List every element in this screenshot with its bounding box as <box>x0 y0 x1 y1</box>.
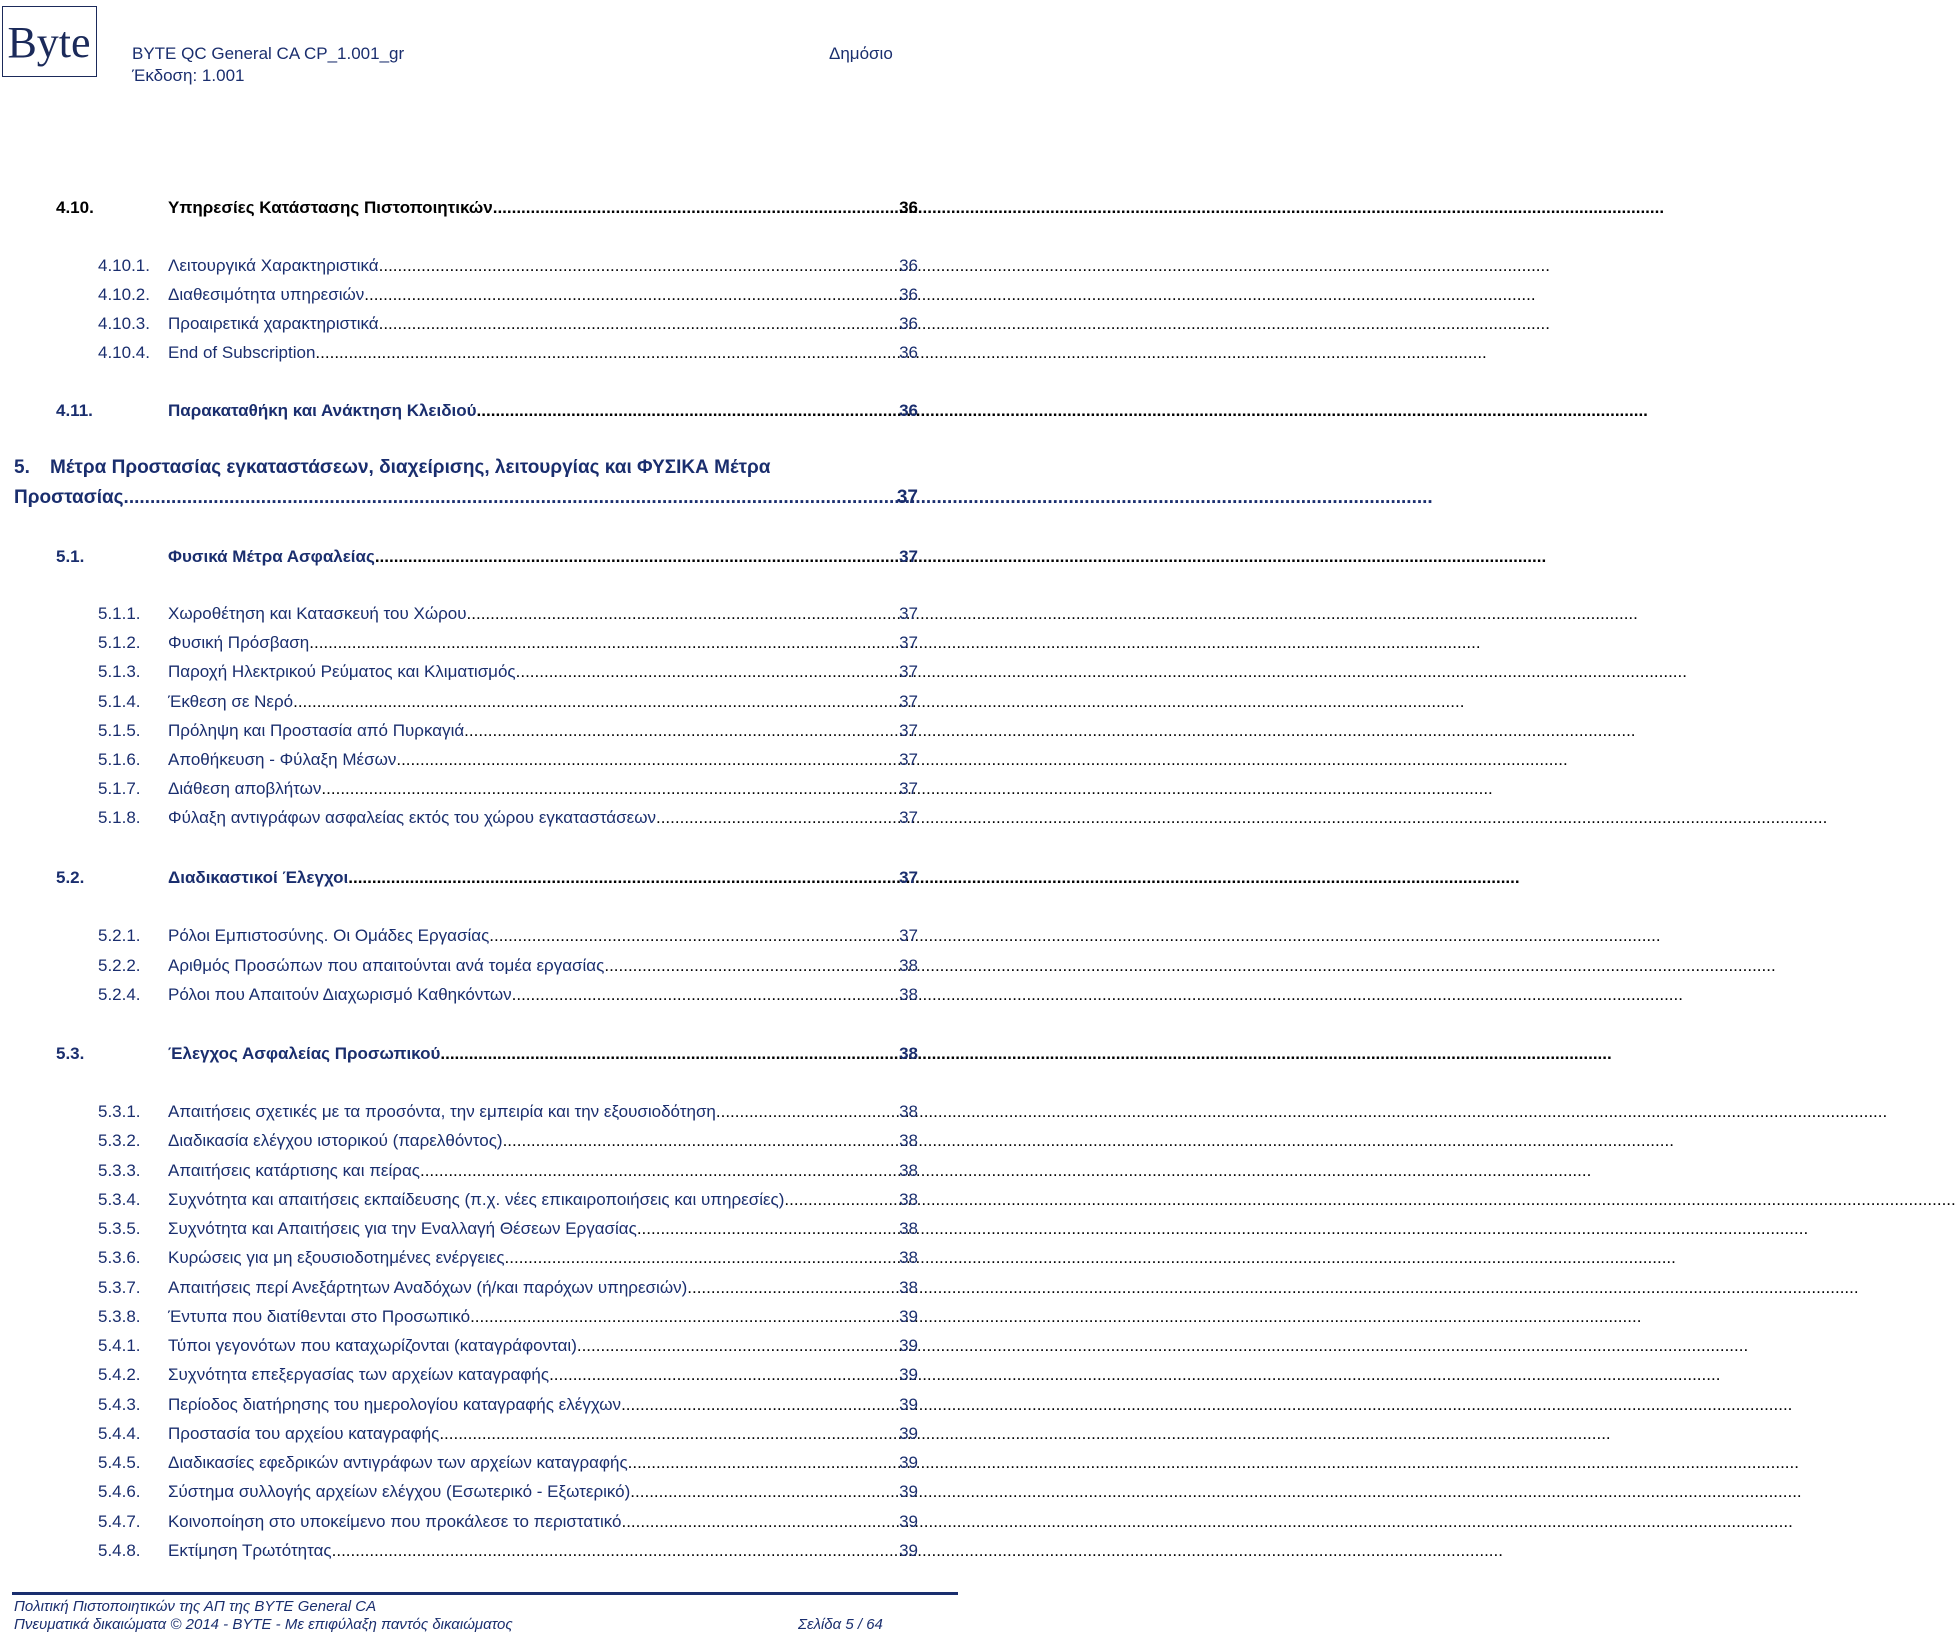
footer-divider <box>12 1592 958 1595</box>
document-version: Έκδοση: 1.001 <box>132 66 245 85</box>
toc-leader-dots <box>309 631 897 655</box>
toc-title-line1: Μέτρα Προστασίας εγκαταστάσεων, διαχείρισης, λειτουργίας και ΦΥΣΙΚΑ Μέτρα <box>50 457 771 478</box>
toc-page: 39 <box>899 1424 918 1443</box>
toc-number: 5.3.1. <box>98 1102 141 1121</box>
toc-number: 5.1.6. <box>98 750 141 769</box>
toc-number: 4.11. <box>56 401 93 420</box>
footer-policy-title: Πολιτική Πιστοποιητικών της ΑΠ της BYTE General CA <box>14 1598 377 1615</box>
toc-number: 5.4.6. <box>98 1482 141 1501</box>
toc-number: 5.1.2. <box>98 633 141 652</box>
toc-leader-dots <box>348 866 897 890</box>
toc-number: 5.2. <box>56 868 85 887</box>
toc-number: 5.3.4. <box>98 1190 141 1209</box>
toc-title: Χωροθέτηση και Κατασκευή του Χώρου <box>168 604 467 623</box>
toc-page: 37 <box>899 750 918 769</box>
toc-title: Φυσική Πρόσβαση <box>168 633 310 652</box>
toc-page: 37 <box>899 779 918 798</box>
toc-leader-dots <box>440 1042 897 1066</box>
toc-title: Προστασία του αρχείου καταγραφής <box>168 1424 440 1443</box>
toc-entry[interactable] <box>98 1129 918 1153</box>
toc-entry[interactable] <box>98 1480 918 1504</box>
toc-entry[interactable] <box>98 283 918 307</box>
toc-title: Διαδικασίες εφεδρικών αντιγράφων των αρχείων καταγραφής <box>168 1453 628 1472</box>
toc-leader-dots <box>332 1539 897 1563</box>
toc-leader-dots <box>604 954 897 978</box>
toc-entry-chapter[interactable] <box>14 454 918 508</box>
toc-number: 5.3.5. <box>98 1219 141 1238</box>
footer-copyright: Πνευματικά δικαιώματα © 2014 - BYTE - Με επιφύλαξη παντός δικαιώματος <box>14 1616 513 1633</box>
toc-number: 5.3. <box>56 1044 85 1063</box>
toc-entry[interactable] <box>98 954 918 978</box>
toc-number: 5.3.6. <box>98 1248 141 1267</box>
toc-leader-dots <box>505 1246 898 1270</box>
toc-entry[interactable] <box>98 1539 918 1563</box>
toc-entry[interactable] <box>98 690 918 714</box>
toc-page: 36 <box>899 198 918 217</box>
toc-chapter-line2 <box>14 484 918 512</box>
toc-number: 5.3.7. <box>98 1278 141 1297</box>
toc-page: 38 <box>899 1219 918 1238</box>
toc-number: 4.10.3. <box>98 314 150 333</box>
page-footer <box>0 1588 960 1637</box>
toc-leader-dots <box>716 1100 897 1124</box>
toc-number: 5.2.4. <box>98 985 141 1004</box>
toc-entry[interactable] <box>98 1305 918 1329</box>
page-header <box>0 0 960 100</box>
toc-title: Υπηρεσίες Κατάστασης Πιστοποιητικών <box>168 198 493 217</box>
toc-title: Αποθήκευση - Φύλαξη Μέσων <box>168 750 397 769</box>
toc-entry[interactable] <box>98 1276 918 1300</box>
document-classification: Δημόσιο <box>829 44 893 63</box>
toc-entry[interactable] <box>56 399 918 423</box>
toc-title: Κυρώσεις για μη εξουσιοδοτημένες ενέργειες <box>168 1248 505 1267</box>
toc-leader-dots <box>375 545 897 569</box>
toc-entry[interactable] <box>98 631 918 655</box>
toc-page: 39 <box>899 1453 918 1472</box>
toc-entry[interactable] <box>98 1334 918 1358</box>
toc-number: 5.4.8. <box>98 1541 141 1560</box>
toc-number: 5.3.2. <box>98 1131 141 1150</box>
toc-page: 39 <box>899 1482 918 1501</box>
byte-logo-mark <box>3 7 96 76</box>
toc-page: 38 <box>899 1278 918 1297</box>
toc-leader-dots <box>420 1159 897 1183</box>
toc-title: Φύλαξη αντιγράφων ασφαλείας εκτός του χώρου εγκαταστάσεων <box>168 808 656 827</box>
toc-number: 5.2.1. <box>98 926 141 945</box>
toc-number: 5.4.3. <box>98 1395 141 1414</box>
toc-number: 5.1.3. <box>98 662 141 681</box>
toc-title: Διαδικαστικοί Έλεγχοι <box>168 868 349 887</box>
toc-entry[interactable] <box>98 1100 918 1124</box>
toc-page: 37 <box>899 547 918 566</box>
toc-entry[interactable] <box>98 777 918 801</box>
toc-entry[interactable] <box>98 1217 918 1241</box>
toc-page: 37 <box>899 721 918 740</box>
toc-title: Κοινοποίηση στο υποκείμενο που προκάλεσε το περιστατικό <box>168 1512 622 1531</box>
toc-page: 36 <box>899 256 918 275</box>
toc-title: Έκθεση σε Νερό <box>168 692 294 711</box>
toc-entry[interactable] <box>98 1363 918 1387</box>
toc-number: 5.1.1. <box>98 604 141 623</box>
toc-page: 36 <box>899 343 918 362</box>
toc-page: 39 <box>899 1512 918 1531</box>
toc-number: 5.4.7. <box>98 1512 141 1531</box>
toc-page: 38 <box>899 1044 918 1063</box>
toc-leader-dots <box>464 719 897 743</box>
toc-leader-dots <box>503 1129 898 1153</box>
toc-leader-dots <box>470 1305 897 1329</box>
toc-title: Έντυπα που διατίθενται στο Προσωπικό <box>168 1307 471 1326</box>
toc-title: Εκτίμηση Τρωτότητας <box>168 1541 332 1560</box>
toc-title-line2: Προστασίας <box>14 487 124 508</box>
toc-leader-dots <box>477 399 898 423</box>
toc-title: Αριθμός Προσώπων που απαιτούνται ανά τομέα εργασίας <box>168 956 605 975</box>
toc-entry[interactable] <box>98 312 918 336</box>
toc-page: 38 <box>899 985 918 1004</box>
toc-page: 39 <box>899 1307 918 1326</box>
toc-number: 5.4.2. <box>98 1365 141 1384</box>
toc-entry[interactable] <box>98 1159 918 1183</box>
toc-leader-dots <box>630 1480 897 1504</box>
toc-number: 5.3.3. <box>98 1161 141 1180</box>
toc-entry[interactable] <box>98 341 918 365</box>
toc-page: 38 <box>899 1161 918 1180</box>
toc-page: 37 <box>899 633 918 652</box>
toc-page: 38 <box>899 1190 918 1209</box>
toc-title: Πρόληψη και Προστασία από Πυρκαγιά <box>168 721 465 740</box>
toc-leader-dots <box>396 748 897 772</box>
toc-leader-dots <box>687 1276 897 1300</box>
toc-title: Διαθεσιμότητα υπηρεσιών <box>168 285 365 304</box>
toc-leader-dots <box>784 1188 897 1212</box>
byte-logo <box>2 6 97 77</box>
toc-leader-dots <box>293 690 897 714</box>
toc-title: Συχνότητα και Απαιτήσεις για την Εναλλαγή Θέσεων Εργασίας <box>168 1219 637 1238</box>
toc-number: 5. <box>14 457 30 478</box>
toc-page: 37 <box>899 604 918 623</box>
toc-page: 38 <box>899 1248 918 1267</box>
toc-entry[interactable] <box>98 924 918 948</box>
toc-number: 5.1.5. <box>98 721 141 740</box>
toc-leader-dots <box>467 602 898 626</box>
toc-title: Παρακαταθήκη και Ανάκτηση Κλειδιού <box>168 401 477 420</box>
toc-title: Έλεγχος Ασφαλείας Προσωπικού <box>168 1044 441 1063</box>
toc-number: 5.1.7. <box>98 779 141 798</box>
toc-number: 4.10.2. <box>98 285 150 304</box>
toc-entry[interactable] <box>98 1188 918 1212</box>
toc-page: 37 <box>896 487 918 508</box>
document-title: BYTE QC General CA CP_1.001_gr <box>132 44 405 63</box>
toc-entry[interactable] <box>98 806 918 830</box>
toc-number: 5.4.4. <box>98 1424 141 1443</box>
toc-number: 5.1.8. <box>98 808 141 827</box>
toc-title: Συχνότητα επεξεργασίας των αρχείων καταγραφής <box>168 1365 550 1384</box>
toc-leader-dots <box>656 806 897 830</box>
toc-page: 38 <box>899 956 918 975</box>
toc-entry[interactable] <box>98 983 918 1007</box>
toc-entry[interactable] <box>98 1246 918 1270</box>
toc-page: 37 <box>899 868 918 887</box>
toc-number: 5.1. <box>56 547 85 566</box>
toc-page: 39 <box>899 1336 918 1355</box>
toc-page: 39 <box>899 1395 918 1414</box>
toc-leader-dots <box>577 1334 897 1358</box>
toc-entry[interactable] <box>98 719 918 743</box>
toc-page: 38 <box>899 1102 918 1121</box>
logo-text: Byte <box>7 18 91 67</box>
toc-leader-dots <box>549 1363 897 1387</box>
toc-leader-dots <box>379 312 897 336</box>
toc-page: 37 <box>899 662 918 681</box>
toc-number: 4.10.1. <box>98 256 150 275</box>
toc-title: Προαιρετικά χαρακτηριστικά <box>168 314 379 333</box>
toc-page: 37 <box>899 692 918 711</box>
toc-leader-dots <box>321 777 897 801</box>
toc-title: Λειτουργικά Χαρακτηριστικά <box>168 256 379 275</box>
toc-leader-dots <box>628 1451 897 1475</box>
toc-entry[interactable] <box>98 1510 918 1534</box>
toc-entry[interactable] <box>98 1451 918 1475</box>
toc-title: Ρόλοι που Απαιτούν Διαχωρισμό Καθηκόντων <box>168 985 512 1004</box>
toc-number: 4.10. <box>56 198 94 217</box>
toc-entry[interactable] <box>56 196 918 220</box>
footer-page-number: Σελίδα 5 / 64 <box>798 1616 883 1633</box>
toc-entry[interactable] <box>98 1422 918 1446</box>
toc-number: 5.4.1. <box>98 1336 141 1355</box>
toc-page: 36 <box>899 285 918 304</box>
toc-number: 5.3.8. <box>98 1307 141 1326</box>
toc-chapter-line1 <box>14 454 918 482</box>
toc-leader-dots <box>315 341 897 365</box>
toc-leader-dots <box>489 924 897 948</box>
toc-leader-dots <box>124 484 895 512</box>
toc-entry[interactable] <box>98 1393 918 1417</box>
toc-title: Συχνότητα και απαιτήσεις εκπαίδευσης (π.χ. νέες επικαιροποιήσεις και υπηρεσίες) <box>168 1190 785 1209</box>
toc-page: 38 <box>899 1131 918 1150</box>
toc-page: 36 <box>899 401 918 420</box>
toc-page: 37 <box>899 926 918 945</box>
toc-entry[interactable] <box>56 866 918 890</box>
toc-number: 4.10.4. <box>98 343 150 362</box>
toc-number: 5.1.4. <box>98 692 141 711</box>
toc-entry[interactable] <box>56 1042 918 1066</box>
toc-leader-dots <box>621 1510 897 1534</box>
toc-leader-dots <box>512 983 897 1007</box>
toc-leader-dots <box>493 196 897 220</box>
toc-page: 36 <box>899 314 918 333</box>
toc-page: 39 <box>899 1365 918 1384</box>
toc-entry[interactable] <box>98 254 918 278</box>
toc-title: Φυσικά Μέτρα Ασφαλείας <box>168 547 375 566</box>
toc-title: Διαδικασία ελέγχου ιστορικού (παρελθόντος) <box>168 1131 503 1150</box>
toc-leader-dots <box>364 283 897 307</box>
toc-entry[interactable] <box>98 748 918 772</box>
toc-number: 5.4.5. <box>98 1453 141 1472</box>
toc-title: Διάθεση αποβλήτων <box>168 779 322 798</box>
toc-title: Ρόλοι Εμπιστοσύνης. Οι Ομάδες Εργασίας <box>168 926 490 945</box>
toc-title: End of Subscription <box>168 343 316 362</box>
toc-entry[interactable] <box>98 602 918 626</box>
toc-leader-dots <box>637 1217 897 1241</box>
toc-page: 39 <box>899 1541 918 1560</box>
toc-page: 37 <box>899 808 918 827</box>
toc-entry[interactable] <box>56 545 918 569</box>
toc-title: Απαιτήσεις περί Ανεξάρτητων Αναδόχων (ή/και παρόχων υπηρεσιών) <box>168 1278 688 1297</box>
toc-title: Απαιτήσεις σχετικές με τα προσόντα, την εμπειρία και την εξουσιοδότηση <box>168 1102 716 1121</box>
toc-title: Σύστημα συλλογής αρχείων ελέγχου (Εσωτερικό - Εξωτερικό) <box>168 1482 631 1501</box>
toc-title: Απαιτήσεις κατάρτισης και πείρας <box>168 1161 420 1180</box>
toc-leader-dots <box>439 1422 897 1446</box>
toc-leader-dots <box>621 1393 897 1417</box>
toc-leader-dots <box>379 254 897 278</box>
toc-title: Τύποι γεγονότων που καταχωρίζονται (καταγράφονται) <box>168 1336 577 1355</box>
toc-title: Παροχή Ηλεκτρικού Ρεύματος και Κλιματισμός <box>168 662 516 681</box>
toc-leader-dots <box>516 660 897 684</box>
toc-number: 5.2.2. <box>98 956 141 975</box>
toc-title: Περίοδος διατήρησης του ημερολογίου καταγραφής ελέγχων <box>168 1395 622 1414</box>
toc-entry[interactable] <box>98 660 918 684</box>
